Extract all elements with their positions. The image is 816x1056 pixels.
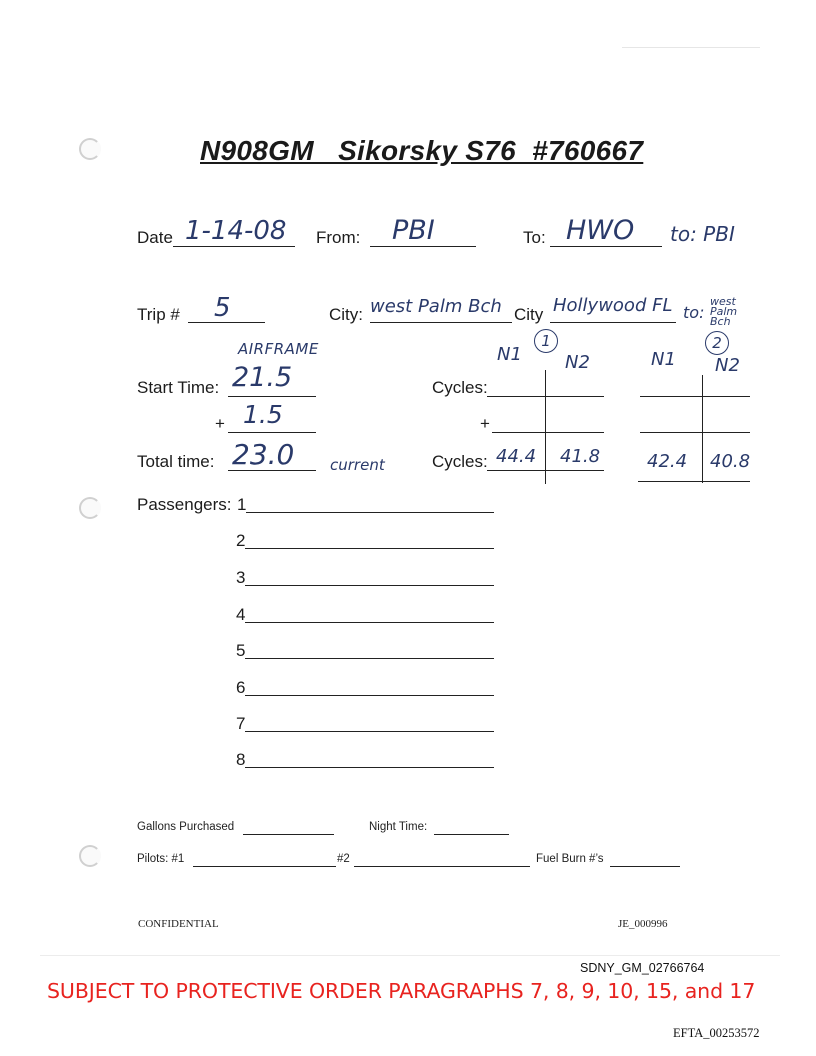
binder-hole-middle: [79, 497, 101, 519]
trip-label: Trip #: [137, 305, 180, 324]
engine-2-marker: [705, 331, 729, 355]
engine-2-n1-header: N1: [651, 349, 676, 370]
city-from-label: City:: [329, 305, 363, 324]
passenger-number: 2: [236, 531, 246, 550]
efta-number: EFTA_00253572: [673, 1026, 760, 1040]
night-time-line: [434, 834, 509, 835]
scan-mark-top: [622, 47, 760, 48]
scan-edge-bottom: [40, 955, 780, 956]
to-extra-value: to: PBI: [670, 222, 735, 246]
plus-time-field-line: [228, 432, 316, 433]
plus-time-label: +: [215, 414, 225, 433]
engine-2-marker-label: 2: [712, 334, 722, 352]
gallons-purchased-line: [243, 834, 334, 835]
engine-1-marker: [534, 329, 558, 353]
total-time-label: Total time:: [137, 452, 215, 471]
airframe-note: AIRFRAME: [238, 340, 319, 358]
passenger-line: [245, 658, 494, 659]
pilot-2-line: [354, 866, 530, 867]
passengers-label: Passengers:: [137, 495, 232, 514]
bates-number: SDNY_GM_02766764: [580, 961, 705, 975]
from-label: From:: [316, 228, 361, 247]
engine-1-n2-cycles: 41.8: [560, 446, 601, 467]
total-time-value: 23.0: [232, 438, 295, 471]
je-document-number: JE_000996: [618, 918, 668, 930]
engine-2-plus-line: [640, 432, 750, 433]
gallons-purchased-label: Gallons Purchased: [137, 821, 235, 833]
start-time-label: Start Time:: [137, 378, 220, 397]
passenger-number: 8: [236, 750, 246, 769]
plus-cycles-field-line: [492, 432, 604, 433]
passenger-line: [245, 731, 494, 732]
passenger-line: [245, 548, 494, 549]
engine-1-n2-header: N2: [565, 352, 590, 373]
engine-2-divider: [702, 375, 703, 483]
passenger-line: [245, 622, 494, 623]
passenger-number: 1: [237, 495, 247, 514]
passenger-number: 5: [236, 641, 246, 660]
plus-cycles-label: +: [480, 414, 490, 433]
start-time-field-line: [228, 396, 316, 397]
protective-order-notice: SUBJECT TO PROTECTIVE ORDER PARAGRAPHS 7, 8, 9, 10, 15, and 17: [47, 979, 756, 1003]
city-to-value: Hollywood FL: [553, 295, 673, 316]
confidential-stamp: CONFIDENTIAL: [138, 918, 219, 930]
current-note: current: [330, 456, 385, 474]
date-value: 1-14-08: [185, 216, 287, 246]
engine-1-divider: [545, 370, 546, 484]
city-to-extra: to:: [683, 303, 705, 322]
engine-1-marker-label: 1: [541, 332, 551, 350]
passenger-line: [245, 767, 494, 768]
date-label: Date: [137, 228, 173, 247]
city-from-value: west Palm Bch: [370, 296, 502, 317]
city-to-extra-small: west Palm Bch: [710, 295, 738, 328]
engine-1-n1-cycles: 44.4: [496, 446, 537, 467]
passenger-line: [245, 585, 494, 586]
engine-2-n1-cycles: 42.4: [647, 451, 688, 472]
city-to-label: City: [514, 305, 544, 324]
cycles-start-label: Cycles:: [432, 378, 488, 397]
passenger-line: [245, 695, 494, 696]
night-time-label: Night Time:: [369, 821, 428, 833]
from-field-line: [370, 246, 476, 247]
city-from-field-line: [370, 322, 512, 323]
binder-hole-top: [79, 138, 101, 160]
cycles-current-label: Cycles:: [432, 452, 488, 471]
fuel-burn-line: [610, 866, 680, 867]
trip-value: 5: [214, 293, 231, 323]
to-label: To:: [523, 228, 546, 247]
pilot-1-line: [193, 866, 336, 867]
date-field-line: [173, 246, 295, 247]
engine-2-current-line: [638, 481, 750, 482]
from-value: PBI: [392, 215, 435, 246]
fuel-burn-label: Fuel Burn #’s: [536, 853, 604, 865]
start-time-value: 21.5: [232, 362, 293, 393]
passenger-number: 6: [236, 678, 246, 697]
passenger-line: [246, 512, 494, 513]
binder-hole-bottom: [79, 845, 101, 867]
engine-2-n2-header: N2: [715, 355, 740, 376]
to-field-line: [550, 246, 662, 247]
pilot-1-label: Pilots: #1: [137, 853, 185, 865]
city-to-field-line: [550, 322, 676, 323]
passenger-number: 3: [236, 568, 246, 587]
page-title: N908GM Sikorsky S76 #760667: [200, 135, 644, 166]
passenger-number: 7: [236, 714, 246, 733]
engine-2-n2-cycles: 40.8: [710, 451, 751, 472]
engine-1-n1-header: N1: [497, 344, 522, 365]
engine-2-start-line: [640, 396, 750, 397]
passenger-number: 4: [236, 605, 246, 624]
pilot-2-label: #2: [337, 853, 350, 865]
plus-time-value: 1.5: [243, 400, 283, 429]
to-value: HWO: [566, 215, 635, 246]
